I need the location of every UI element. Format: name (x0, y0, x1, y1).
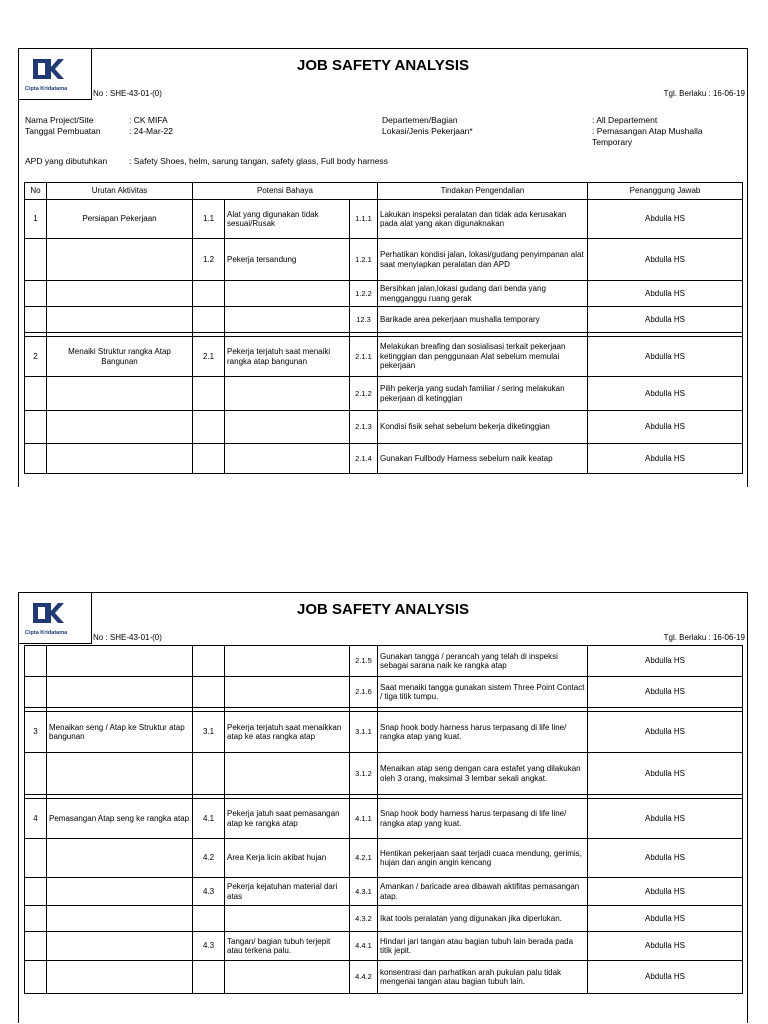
row-hazard-no: 1.2 (193, 239, 225, 281)
dept-label: Departemen/Bagian (382, 115, 458, 125)
apd-label: APD yang dibutuhkan (25, 156, 108, 166)
jsa-table (24, 645, 743, 994)
row-control-no: 3.1.1 (350, 712, 378, 753)
row-control-no: 2.1.5 (350, 646, 378, 677)
row-pj: Abdulla HS (588, 377, 743, 411)
row-hazard-no: 3.1 (193, 712, 225, 753)
row-control-no: 4.3.1 (350, 878, 378, 906)
row-hazard-no: 1.1 (193, 200, 225, 239)
row-control: Kondisi fisik sehat sebelum bekerja diketinggian (378, 411, 588, 444)
row-control-no: 2.1.3 (350, 411, 378, 444)
row-control-no: 4.4.1 (350, 932, 378, 961)
row-control-no: 4.1.1 (350, 799, 378, 839)
row-hazard-no: 4.3 (193, 932, 225, 961)
row-no (25, 444, 47, 474)
row-control-no: 3.1.2 (350, 753, 378, 795)
row-control: Pilih pekerja yang sudah familiar / sering melakukan pekerjaan di ketinggian (378, 377, 588, 411)
row-pj: Abdulla HS (588, 961, 743, 994)
table-row (25, 878, 743, 906)
table-row (25, 932, 743, 961)
row-control-no: 2.1.2 (350, 377, 378, 411)
row-pj: Abdulla HS (588, 646, 743, 677)
table-row (25, 906, 743, 932)
page-title: JOB SAFETY ANALYSIS (297, 601, 469, 618)
row-hazard-no (193, 646, 225, 677)
row-no (25, 646, 47, 677)
table-header-row (25, 183, 743, 200)
row-control-no: 1.2.2 (350, 281, 378, 307)
row-no (25, 377, 47, 411)
row-activity: Menaikan seng / Atap ke Struktur atap bangunan (47, 712, 193, 753)
apd-info (25, 156, 388, 167)
row-no: 4 (25, 799, 47, 839)
row-activity (47, 646, 193, 677)
row-hazard-no (193, 677, 225, 708)
row-hazard (225, 961, 350, 994)
location-value-2: Temporary (592, 137, 633, 147)
row-activity (47, 307, 193, 333)
row-control-no: 1.2.1 (350, 239, 378, 281)
row-control: Bersihkan jalan,lokasi gudang dari benda yang mengganggu ruang gerak (378, 281, 588, 307)
project-label: Nama Project/Site (25, 115, 94, 125)
row-no (25, 932, 47, 961)
row-control: Saat menaiki tangga gunakan sistem Three Point Contact / tiga titik tumpu. (378, 677, 588, 708)
row-pj: Abdulla HS (588, 337, 743, 377)
row-hazard-no (193, 307, 225, 333)
row-activity (47, 677, 193, 708)
row-hazard: Pekerja tersandung (225, 239, 350, 281)
row-control: Gunakan Fullbody Harness sebelum naik keatap (378, 444, 588, 474)
row-hazard-no: 2.1 (193, 337, 225, 377)
row-pj: Abdulla HS (588, 307, 743, 333)
table-row (25, 961, 743, 994)
page-header (19, 49, 747, 101)
row-control-no: 2.1.6 (350, 677, 378, 708)
row-control: konsentrasi dan parhatikan arah pukulan palu tidak mengenai tangan atau bagian tubuh lain. (378, 961, 588, 994)
row-pj: Abdulla HS (588, 281, 743, 307)
row-control: Menaikan atap seng dengan cara estafet yang dilakukan oleh 3 orang, maksimal 3 lembar sekali angkat. (378, 753, 588, 795)
row-pj: Abdulla HS (588, 906, 743, 932)
row-pj: Abdulla HS (588, 712, 743, 753)
table-row (25, 712, 743, 753)
col-header-tindakan: Tindakan Pengendalian (378, 183, 588, 200)
row-hazard (225, 281, 350, 307)
row-pj: Abdulla HS (588, 411, 743, 444)
row-control: Lakukan inspeksi peralatan dan tidak ada kerusakan pada alat yang akan digunaknakan (378, 200, 588, 239)
row-control: Barikade area pekerjaan mushalla temporary (378, 307, 588, 333)
row-no (25, 878, 47, 906)
row-hazard-no (193, 281, 225, 307)
date-label: Tanggal Pembuatan (25, 126, 101, 136)
row-hazard: Area Kerja licin akibat hujan (225, 839, 350, 878)
row-hazard (225, 906, 350, 932)
table-row (25, 646, 743, 677)
row-no (25, 839, 47, 878)
project-info (25, 115, 173, 137)
row-hazard-no (193, 444, 225, 474)
row-control-no: 4.2,1 (350, 839, 378, 878)
table-row (25, 200, 743, 239)
row-hazard: Pekerja kejatuhan material dari atas (225, 878, 350, 906)
row-control: Ikat tools peralatan yang digunakan jika diperlukan. (378, 906, 588, 932)
row-activity (47, 878, 193, 906)
col-header-urutan: Urutan Aktivitas (47, 183, 193, 200)
row-activity (47, 932, 193, 961)
row-control-no: 12.3 (350, 307, 378, 333)
row-hazard (225, 646, 350, 677)
row-hazard-no (193, 961, 225, 994)
row-hazard-no: 4.2 (193, 839, 225, 878)
row-hazard: Pekerja terjatuh saat menaikkan atap ke atas rangka atap (225, 712, 350, 753)
row-no (25, 239, 47, 281)
row-hazard: Tangan/ bagian tubuh terjepit atau terkena palu. (225, 932, 350, 961)
row-pj: Abdulla HS (588, 753, 743, 795)
row-hazard (225, 307, 350, 333)
table-row (25, 799, 743, 839)
table-row (25, 337, 743, 377)
row-no (25, 961, 47, 994)
table-row (25, 411, 743, 444)
table-row (25, 377, 743, 411)
row-control: Hindari jari tangan atau bagian tubuh lain berada pada titik jepit. (378, 932, 588, 961)
row-pj: Abdulla HS (588, 878, 743, 906)
row-no (25, 281, 47, 307)
row-control-no: 1.1.1 (350, 200, 378, 239)
row-activity (47, 281, 193, 307)
jsa-table (24, 182, 743, 474)
apd-value: : Safety Shoes, helm, sarung tangan, safety glass, Full body harness (129, 156, 388, 166)
row-control-no: 4.3.2 (350, 906, 378, 932)
row-no (25, 753, 47, 795)
row-control: Snap hook body harness harus terpasang di life line/ rangka atap yang kuat. (378, 799, 588, 839)
row-hazard-no (193, 753, 225, 795)
row-activity (47, 839, 193, 878)
row-hazard-no: 4.3 (193, 878, 225, 906)
row-control: Amankan / baricade area dibawah aktifitas pemasangan atap. (378, 878, 588, 906)
row-hazard: Pekerja terjatuh saat menaiki rangka atap bangunan (225, 337, 350, 377)
row-hazard: Alat yang digunakan tidak sesuai/Rusak (225, 200, 350, 239)
row-control: Snap hook body harness harus terpasang di life line/ rangka atap yang kuat. (378, 712, 588, 753)
row-no: 1 (25, 200, 47, 239)
document-number: No : SHE-43-01-(0) (93, 633, 162, 642)
table-row (25, 839, 743, 878)
row-control-no: 2.1.1 (350, 337, 378, 377)
col-header-pj: Penanggung Jawab (588, 183, 743, 200)
row-hazard-no (193, 906, 225, 932)
row-control: Hentikan pekerjaan saat terjadi cuaca mendung, gerimis, hujan dan angin angin kencang (378, 839, 588, 878)
jsa-page-1 (18, 48, 748, 487)
row-no: 2 (25, 337, 47, 377)
row-activity: Pemasangan Atap seng ke rangka atap (47, 799, 193, 839)
page-title: JOB SAFETY ANALYSIS (297, 57, 469, 74)
page-header (19, 593, 747, 645)
row-control: Melakukan breafing dan sosialisasi terkait pekerjaan ketinggian dan penggunaan Alat sebelum memulai pekerjaan (378, 337, 588, 377)
row-pj: Abdulla HS (588, 677, 743, 708)
table-row (25, 239, 743, 281)
logo-text: Cipta Kridatama (25, 630, 68, 636)
dept-info (382, 115, 473, 137)
row-control-no: 2.1.4 (350, 444, 378, 474)
row-activity (47, 906, 193, 932)
row-no (25, 906, 47, 932)
row-no (25, 307, 47, 333)
row-hazard (225, 377, 350, 411)
logo-text: Cipta Kridatama (25, 86, 68, 92)
row-activity (47, 411, 193, 444)
row-activity: Menaiki Struktur rangka Atap Bangunan (47, 337, 193, 377)
row-pj: Abdulla HS (588, 799, 743, 839)
row-hazard-no: 4.1 (193, 799, 225, 839)
row-control: Perhatikan kondisi jalan, lokasi/gudang penyimpanan alat saat menyiapkan peralatan dan APD (378, 239, 588, 281)
jsa-page-2 (18, 592, 748, 1023)
row-activity (47, 377, 193, 411)
date-value: : 24-Mar-22 (129, 126, 173, 136)
row-no (25, 411, 47, 444)
row-hazard-no (193, 377, 225, 411)
row-hazard (225, 411, 350, 444)
document-number: No : SHE-43-01-(0) (93, 89, 162, 98)
row-hazard (225, 753, 350, 795)
row-hazard: Pekerja jatuh saat pemasangan atap ke rangka atap (225, 799, 350, 839)
row-pj: Abdulla HS (588, 932, 743, 961)
row-activity: Persiapan Pekerjaan (47, 200, 193, 239)
table-row (25, 281, 743, 307)
row-control: Gunakan tangga / perancah yang telah di inspeksi sebagai sarana naik ke rangka atap (378, 646, 588, 677)
table-row (25, 444, 743, 474)
location-label: Lokasi/Jenis Pekerjaan* (382, 126, 473, 136)
dept-value: : All Departement (592, 115, 658, 125)
project-value: : CK MIFA (129, 115, 168, 125)
row-no (25, 677, 47, 708)
row-activity (47, 444, 193, 474)
col-header-potensi: Potensi Bahaya (193, 183, 378, 200)
location-value-1: : Pemasangan Atap Mushalla (592, 126, 703, 136)
row-activity (47, 961, 193, 994)
row-hazard (225, 444, 350, 474)
row-activity (47, 239, 193, 281)
table-row (25, 307, 743, 333)
table-row (25, 753, 743, 795)
row-pj: Abdulla HS (588, 239, 743, 281)
row-pj: Abdulla HS (588, 444, 743, 474)
dept-values (592, 115, 703, 148)
row-hazard-no (193, 411, 225, 444)
row-pj: Abdulla HS (588, 839, 743, 878)
row-pj: Abdulla HS (588, 200, 743, 239)
row-hazard (225, 677, 350, 708)
effective-date: Tgl. Berlaku : 16-06-19 (663, 89, 745, 98)
table-row (25, 677, 743, 708)
effective-date: Tgl. Berlaku : 16-06-19 (663, 633, 745, 642)
row-no: 3 (25, 712, 47, 753)
col-header-no: No (25, 183, 47, 200)
row-activity (47, 753, 193, 795)
row-control-no: 4.4.2 (350, 961, 378, 994)
